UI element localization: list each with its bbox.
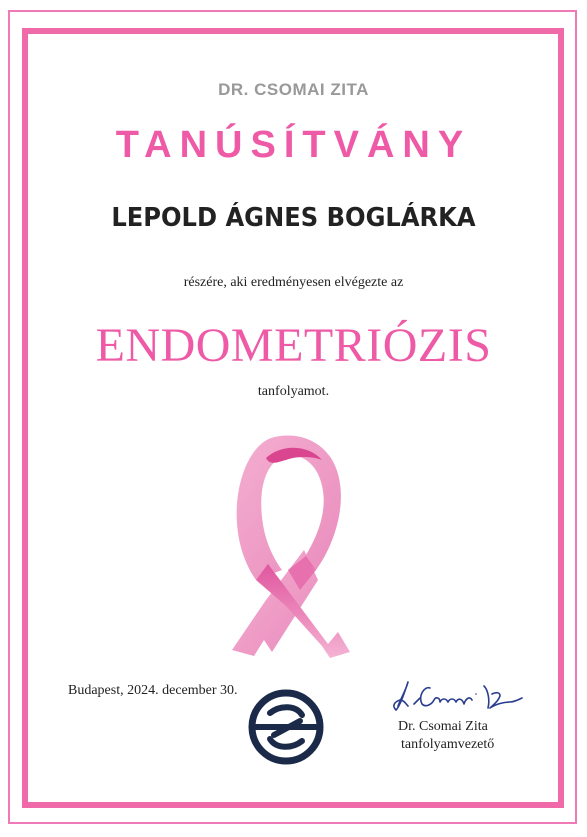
certificate-title: TANÚSÍTVÁNY (115, 124, 472, 166)
issuer-name: DR. CSOMAI ZITA (218, 80, 369, 99)
signatory-name: Dr. Csomai Zita (398, 719, 488, 734)
signatory-role: tanfolyamvezető (401, 737, 495, 752)
pink-awareness-ribbon-icon (226, 430, 356, 662)
recipient-name: LEPOLD ÁGNES BOGLÁRKA (111, 203, 476, 233)
handwritten-signature (388, 676, 528, 716)
place-and-date: Budapest, 2024. december 30. (68, 683, 238, 698)
intro-text: részére, aki eredményesen elvégezte az (183, 275, 404, 290)
outro-text: tanfolyamot. (257, 384, 330, 399)
course-name: ENDOMETRIÓZIS (95, 319, 492, 372)
circle-z-logo-icon (246, 687, 326, 767)
